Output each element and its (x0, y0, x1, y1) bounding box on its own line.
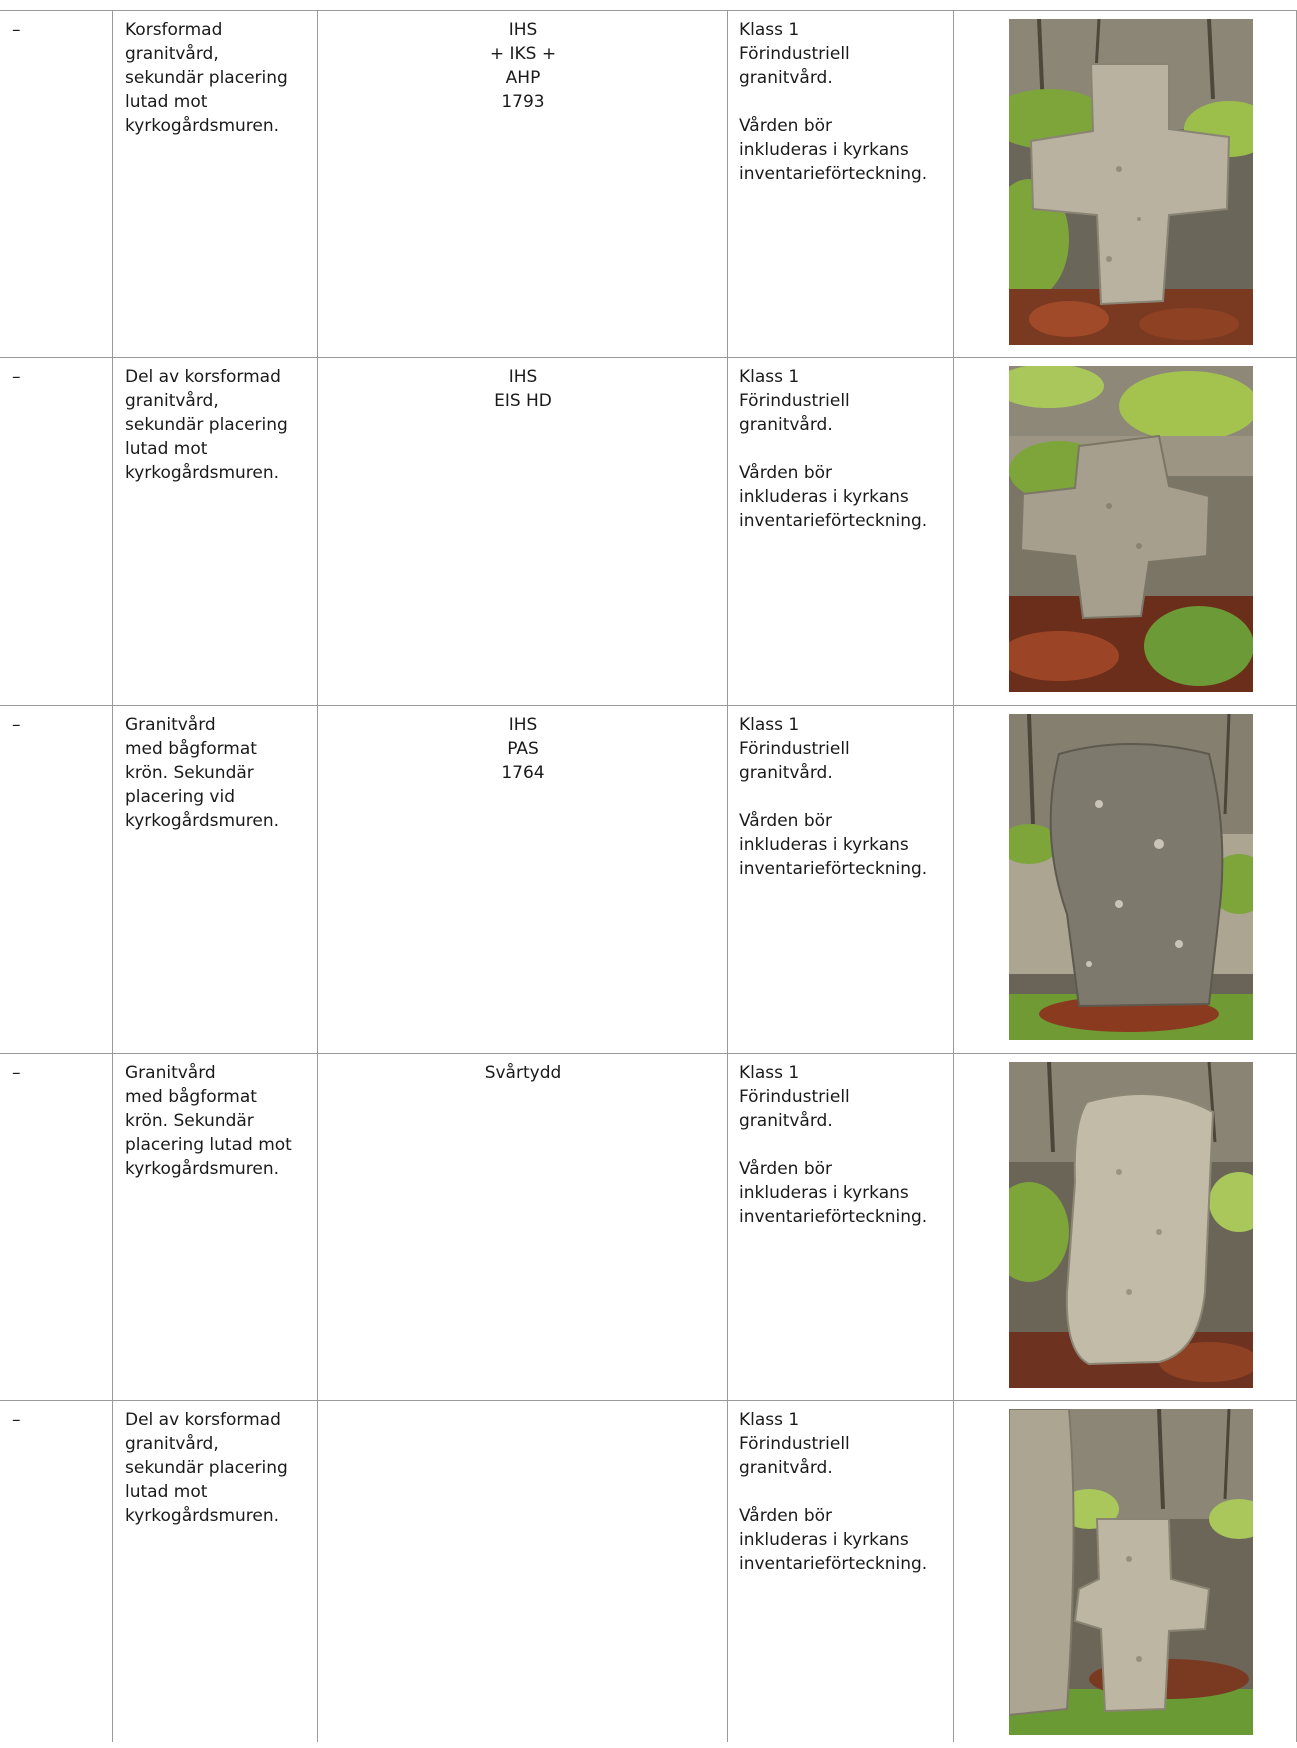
grave-classification: Klass 1 Förindustriell granitvård. Vården bör inkluderas i kyrkans inventarieförteckning. (739, 1410, 928, 1574)
gravestone-photo (1009, 714, 1253, 1040)
grave-description: Granitvård med bågformat krön. Sekundär placering lutad mot kyrkogårdsmuren. (125, 1063, 292, 1179)
table-row (0, 10, 1297, 358)
grave-number: – (12, 1063, 21, 1083)
grave-inscription: IHS EIS HD (494, 367, 552, 411)
grave-number: – (12, 367, 21, 387)
grave-inscription: Svårtydd (484, 1063, 562, 1083)
grave-number: – (12, 20, 21, 40)
gravestone-photo (1009, 1062, 1253, 1388)
table-row (0, 357, 1297, 705)
grave-description: Del av korsformad granitvård, sekundär placering lutad mot kyrkogårdsmuren. (125, 1410, 288, 1526)
grave-description: Del av korsformad granitvård, sekundär placering lutad mot kyrkogårdsmuren. (125, 367, 288, 483)
grave-description: Korsformad granitvård, sekundär placering lutad mot kyrkogårdsmuren. (125, 20, 288, 136)
grave-classification: Klass 1 Förindustriell granitvård. Vården bör inkluderas i kyrkans inventarieförteckning. (739, 367, 928, 531)
table-row (0, 705, 1297, 1053)
grave-description: Granitvård med bågformat krön. Sekundär placering vid kyrkogårdsmuren. (125, 715, 280, 831)
grave-number: – (12, 1410, 21, 1430)
gravestone-photo (1009, 19, 1253, 345)
grave-inscription: IHS + IKS + AHP 1793 (489, 20, 557, 112)
grave-classification: Klass 1 Förindustriell granitvård. Vården bör inkluderas i kyrkans inventarieförteckning. (739, 20, 928, 184)
gravestone-photo (1009, 1409, 1253, 1735)
gravestone-photo (1009, 366, 1253, 692)
table-row (0, 1400, 1297, 1748)
grave-number: – (12, 715, 21, 735)
table-row (0, 1053, 1297, 1401)
grave-inscription: IHS PAS 1764 (501, 715, 545, 783)
grave-classification: Klass 1 Förindustriell granitvård. Vården bör inkluderas i kyrkans inventarieförteckning. (739, 715, 928, 879)
grave-classification: Klass 1 Förindustriell granitvård. Vården bör inkluderas i kyrkans inventarieförteckning. (739, 1063, 928, 1227)
